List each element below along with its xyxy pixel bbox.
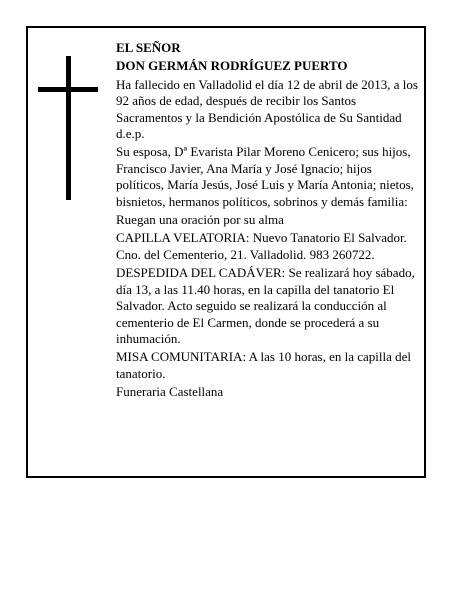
notice-title: EL SEÑOR xyxy=(116,40,181,55)
prayer-request: Ruegan una oración por su alma xyxy=(116,212,284,228)
family-list: Su esposa, Dª Evarista Pilar Moreno Cenicero; sus hijos, Francisco Javier, Ana María y José Ignacio; hijos políticos, María Jesús, José Luis y María Antonia; nietos, bisnietos, hermanos políticos, sobrinos y demás familia: xyxy=(116,144,414,209)
notice-text xyxy=(116,40,418,403)
mass-info: MISA COMUNITARIA: A las 10 horas, en la capilla del tanatorio. xyxy=(116,349,412,381)
cross-vertical-bar xyxy=(66,56,71,200)
death-announcement: Ha fallecido en Valladolid el día 12 de abril de 2013, a los 92 años de edad, después de recibir los Santos Sacramentos y la Bendición Apostólica de Su Santidad d.e.p. xyxy=(116,76,418,142)
cross-horizontal-bar xyxy=(38,87,98,92)
chapel-info: CAPILLA VELATORIA: Nuevo Tanatorio El Salvador. Cno. del Cementerio, 21. Valladolid. 983 260722. xyxy=(116,230,407,262)
obituary-notice xyxy=(26,26,426,478)
funeral-home: Funeraria Castellana xyxy=(116,384,224,400)
latin-cross-icon xyxy=(38,56,98,200)
farewell-info: DESPEDIDA DEL CADÁVER: Se realizará hoy sábado, día 13, a las 11.40 horas, en la capilla del tanatorio El Salvador. Acto seguido se realizará la conducción al cementerio de El Carmen, donde se procederá a su inhumación. xyxy=(116,265,415,346)
deceased-name: DON GERMÁN RODRÍGUEZ PUERTO xyxy=(116,58,348,74)
